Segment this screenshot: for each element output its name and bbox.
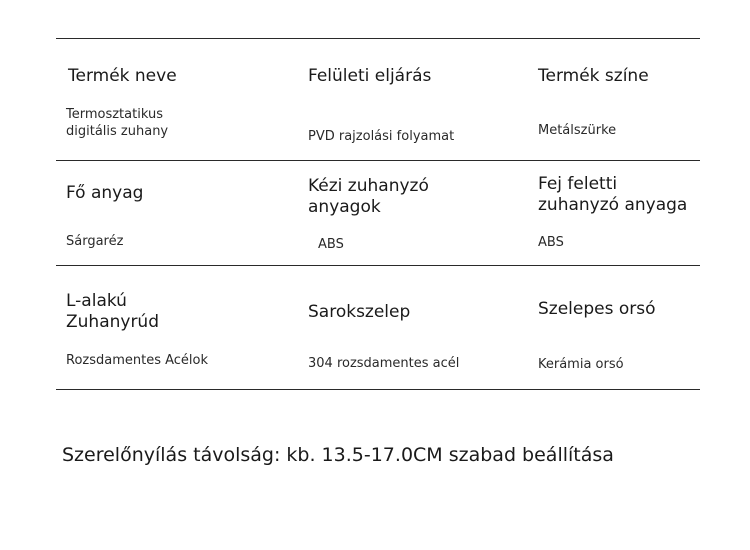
spec-value-valve-cartridge: Kerámia orsó [538, 357, 624, 372]
spec-value-overhead-shower-material: ABS [538, 235, 564, 250]
spec-label-surface-process: Felületi eljárás [308, 66, 432, 86]
spec-value-hand-shower-material: ABS [318, 237, 344, 252]
spec-value-product-name: Termosztatikus digitális zuhany [66, 107, 169, 139]
installation-distance-note: Szerelőnyílás távolság: kb. 13.5-17.0CM szabad beállítása [62, 444, 614, 466]
spec-value-surface-process: PVD rajzolási folyamat [308, 129, 455, 144]
spec-label-product-color: Termék színe [538, 66, 649, 86]
spec-value-product-color: Metálszürke [538, 123, 617, 138]
row-divider [56, 160, 700, 161]
spec-label-overhead-shower-material: Fej feletti zuhanyzó anyaga [538, 174, 688, 215]
spec-value-shower-rail: Rozsdamentes Acélok [66, 353, 209, 368]
row-divider [56, 265, 700, 266]
spec-label-main-material: Fő anyag [66, 183, 144, 203]
spec-value-main-material: Sárgaréz [66, 234, 124, 249]
spec-label-valve-cartridge: Szelepes orsó [538, 299, 656, 319]
table-bottom-rule [56, 389, 700, 390]
spec-label-shower-rail: L-alakú Zuhanyrúd [66, 291, 160, 332]
spec-value-angle-valve: 304 rozsdamentes acél [308, 356, 460, 371]
table-top-rule [56, 38, 700, 39]
spec-label-hand-shower-material: Kézi zuhanyzó anyagok [308, 176, 429, 217]
spec-label-angle-valve: Sarokszelep [308, 302, 411, 322]
spec-label-product-name: Termék neve [68, 66, 177, 86]
